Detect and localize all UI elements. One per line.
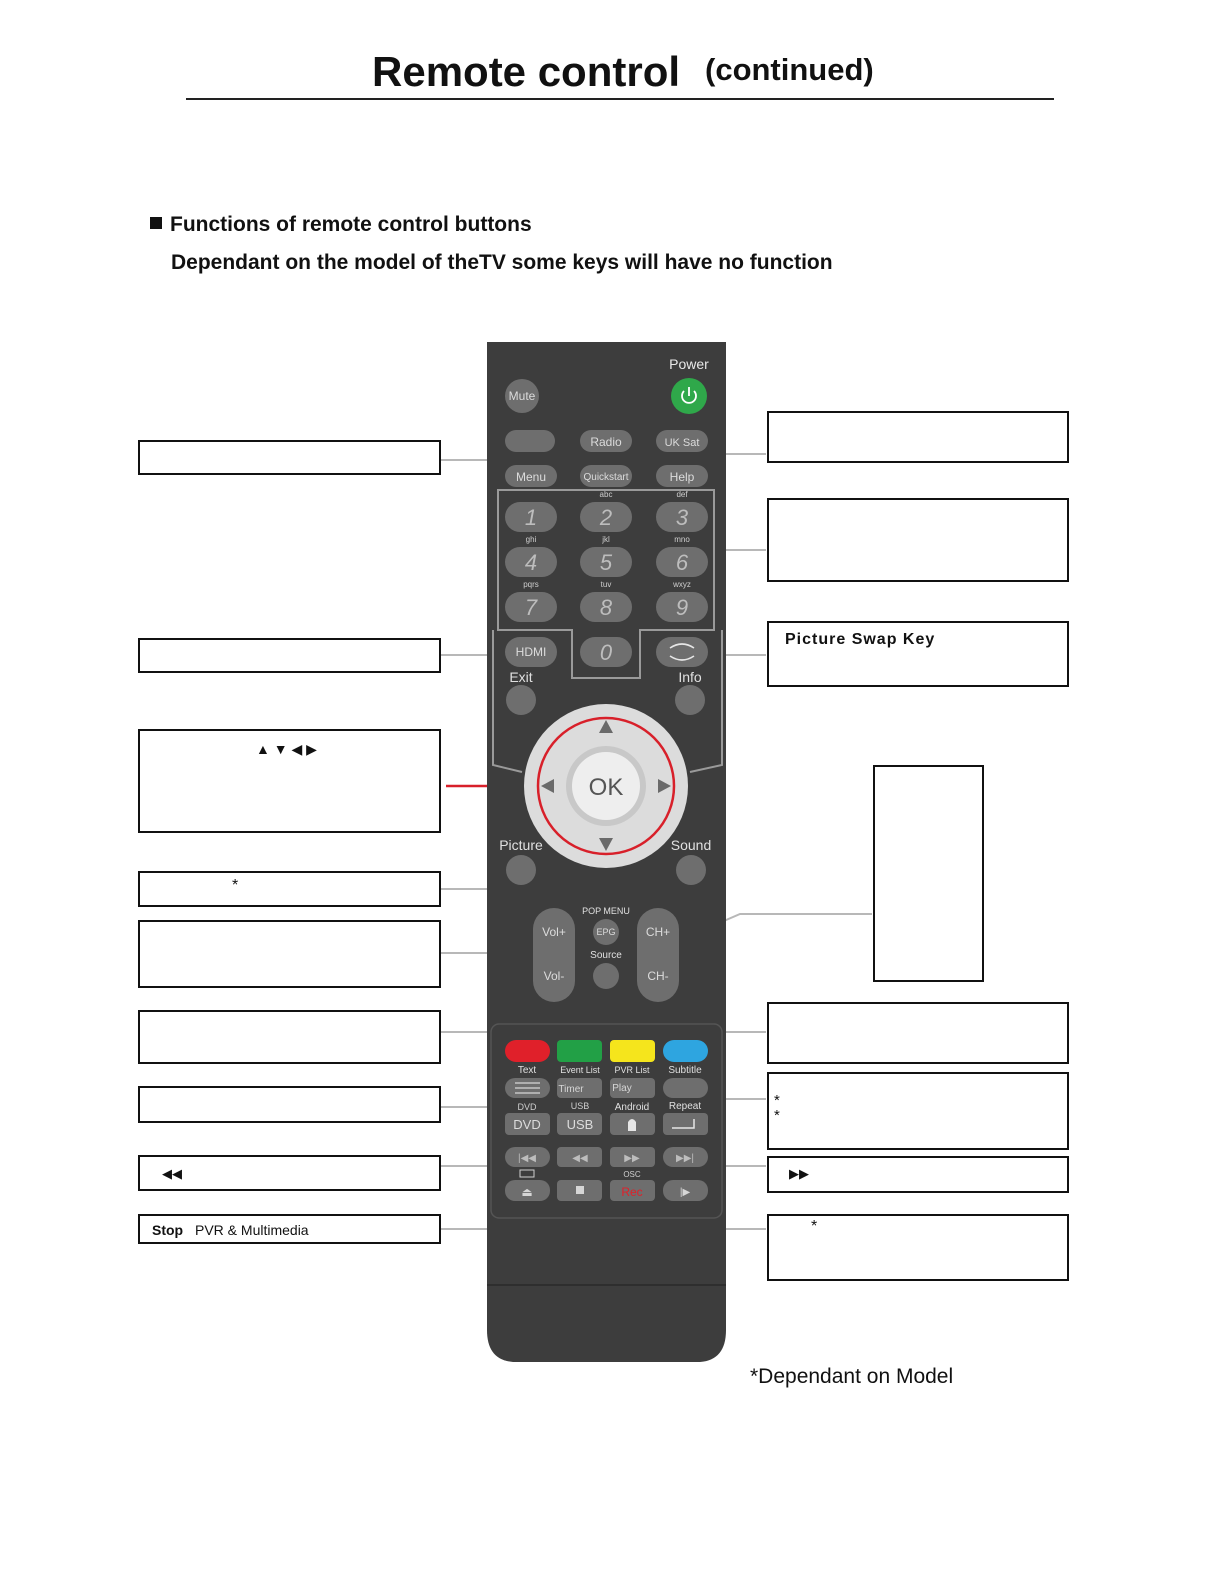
help-label: Help (669, 470, 695, 484)
blue-button[interactable] (663, 1040, 708, 1062)
swap-button[interactable] (656, 637, 708, 667)
step-icon: |▶ (679, 1187, 691, 1198)
callout-radio (138, 440, 441, 475)
letters-tuv: tuv (600, 580, 612, 589)
section-note: Dependant on the model of theTV some keys will have no function (171, 251, 833, 274)
repeat-button[interactable] (663, 1113, 708, 1135)
stop-title: Stop (152, 1222, 184, 1238)
callout-hdmi (138, 638, 441, 673)
timer-label: Timer (558, 1084, 584, 1095)
exit-label: Exit (509, 669, 533, 685)
info-label: Info (678, 669, 702, 685)
ok-label: OK (588, 774, 624, 801)
green-button[interactable] (557, 1040, 602, 1062)
letters-wxyz: wxyz (673, 580, 691, 589)
source-label: Source (590, 950, 622, 961)
footnote: *Dependant on Model (750, 1365, 954, 1388)
pop-menu-label: POP MENU (582, 906, 630, 916)
source-button[interactable] (593, 963, 619, 989)
fast-forward-icon: ▶▶ (624, 1153, 640, 1164)
ch-plus-label: CH+ (645, 925, 671, 939)
callout-fast-forward (767, 1156, 1069, 1193)
letters-mno: mno (674, 535, 690, 544)
subtitle-button[interactable] (663, 1078, 708, 1098)
callout-epg (138, 920, 441, 988)
digit-2: 2 (599, 505, 613, 530)
digit-0: 0 (599, 640, 613, 665)
home-icon (628, 1119, 636, 1131)
vol-plus-label: Vol+ (542, 925, 566, 939)
digit-6: 6 (675, 550, 689, 575)
callout-usb (138, 1086, 441, 1123)
info-button[interactable] (675, 685, 705, 715)
digit-5: 5 (599, 550, 613, 575)
pop-menu-asterisk: * (232, 877, 239, 894)
android-asterisk-2: * (774, 1107, 780, 1124)
android-asterisk-1: * (774, 1092, 780, 1109)
stop-icon (576, 1186, 584, 1194)
callout-android (767, 1072, 1069, 1150)
yellow-button[interactable] (610, 1040, 655, 1062)
rewind-symbol: ◀◀ (162, 1166, 182, 1181)
callout-pop-menu (138, 871, 441, 907)
android-label: Android (614, 1102, 650, 1113)
letters-pqrs: pqrs (523, 580, 539, 589)
picture-swap-title: Picture Swap Key (785, 631, 936, 648)
rec-label: Rec (621, 1185, 643, 1199)
eject-icon: ⏏ (521, 1185, 533, 1199)
hdmi-label: HDMI (515, 645, 547, 659)
mute-label: Mute (508, 389, 536, 403)
digit-1: 1 (524, 505, 538, 530)
osc-label: OSC (623, 1170, 641, 1179)
channel-rocker[interactable] (637, 908, 679, 1002)
callout-quickstart (767, 411, 1069, 463)
exit-button[interactable] (506, 685, 536, 715)
uk-sat-label: UK Sat (664, 437, 700, 449)
callout-play (767, 1002, 1069, 1064)
digit-3: 3 (675, 505, 689, 530)
digit-9: 9 (675, 595, 689, 620)
letters-abc: abc (599, 490, 613, 499)
letters-ghi: ghi (525, 535, 537, 544)
vol-minus-label: Vol- (543, 969, 565, 983)
repeat-label: Repeat (668, 1101, 702, 1112)
quickstart-label: Quickstart (583, 472, 629, 483)
callout-picture-swap (767, 621, 1069, 687)
dvd-small-label: DVD (517, 1102, 537, 1112)
power-label: Power (669, 356, 709, 372)
page-title: Remote control (372, 48, 681, 95)
sound-button[interactable] (676, 855, 706, 885)
text-label: Text (517, 1065, 537, 1076)
letters-def: def (676, 490, 688, 499)
letters-jkl: jkl (602, 535, 610, 544)
radio-label: Radio (590, 435, 622, 449)
play-label: Play (612, 1083, 632, 1094)
rewind-icon: ◀◀ (572, 1153, 588, 1164)
pvr-list-label: PVR List (614, 1065, 650, 1075)
red-button[interactable] (505, 1040, 550, 1062)
dvd-label: DVD (513, 1117, 541, 1132)
picture-label: Picture (499, 837, 543, 853)
callout-source (873, 765, 984, 982)
menu-label: Menu (515, 470, 547, 484)
callout-rec (767, 1214, 1069, 1281)
callout-stop (138, 1214, 441, 1244)
epg-label: EPG (596, 927, 616, 937)
arrow-keys-text: ▲ ▼ ◀ ▶ (256, 741, 317, 757)
volume-rocker[interactable] (533, 908, 575, 1002)
digit-4: 4 (524, 550, 538, 575)
callout-rewind (138, 1155, 441, 1191)
skip-back-icon: |◀◀ (518, 1153, 536, 1164)
digit-8: 8 (599, 595, 613, 620)
subtitle-label: Subtitle (668, 1065, 702, 1076)
blank-button[interactable] (505, 430, 555, 452)
picture-button[interactable] (506, 855, 536, 885)
callout-timer (138, 1010, 441, 1064)
skip-forward-icon: ▶▶| (676, 1153, 694, 1164)
stop-description: PVR & Multimedia (195, 1222, 309, 1238)
sound-label: Sound (670, 837, 712, 853)
rec-asterisk: * (811, 1218, 818, 1235)
callout-navigation (138, 729, 441, 833)
usb-label: USB (566, 1117, 594, 1132)
page-title-suffix: (continued) (705, 52, 874, 87)
section-heading-text: Functions of remote control buttons (170, 213, 532, 236)
usb-small-label: USB (570, 1101, 590, 1111)
fast-forward-symbol: ▶▶ (789, 1166, 809, 1181)
ch-minus-label: CH- (647, 969, 669, 983)
event-list-label: Event List (560, 1065, 600, 1075)
digit-7: 7 (524, 595, 538, 620)
callout-digits (767, 498, 1069, 582)
